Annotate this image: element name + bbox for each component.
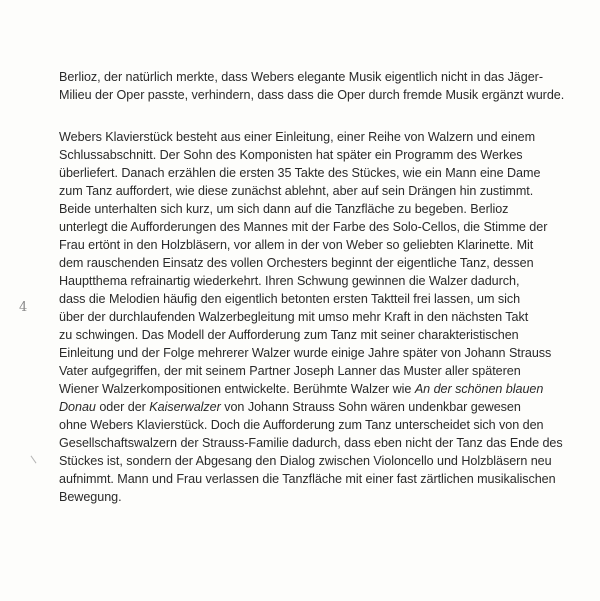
text-line: Schlussabschnitt. Der Sohn des Komponisten hat später ein Programm des Werkes [59, 148, 523, 162]
text-line: zu schwingen. Das Modell der Aufforderung zum Tanz mit seiner charakteristischen [59, 328, 519, 342]
text-line: überliefert. Danach erzählen die ersten 35 Takte des Stückes, wie ein Mann eine Dame [59, 166, 541, 180]
work-title-italic: Donau [59, 400, 96, 414]
text-line: Beide unterhalten sich kurz, um sich dann auf die Tanzfläche zu begeben. Berlioz [59, 202, 509, 216]
text-line: Vater aufgegriffen, der mit seinem Partner Joseph Lanner das Muster aller späteren [59, 364, 521, 378]
text-line-with-title [59, 398, 559, 416]
text-line: Hauptthema refrainartig wiederkehrt. Ihren Schwung gewinnen die Walzer dadurch, [59, 274, 520, 288]
text-line: Frau ertönt in den Holzbläsern, vor allem in der von Weber so geliebten Klarinette. Mit [59, 238, 534, 252]
text-line: zum Tanz auffordert, wie diese zunächst ablehnt, aber auf sein Drängen hin zustimmt. [59, 184, 534, 198]
paragraph-intro [59, 68, 565, 104]
work-title-italic: Kaiserwalzer [149, 400, 221, 414]
text-line-middle: oder der [95, 400, 150, 414]
page-number: 4 [19, 300, 28, 315]
text-line-start: Wiener Walzerkompositionen entwickelte. Berühmte Walzer wie [59, 382, 415, 396]
text-line: aufnimmt. Mann und Frau verlassen die Tanzfläche mit einer fast zärtlichen musikalischen [59, 472, 556, 486]
text-line-with-title [59, 380, 559, 398]
margin-mark [31, 456, 37, 464]
text-line: dem rauschenden Einsatz des vollen Orchesters beginnt der eigentliche Tanz, dessen [59, 256, 534, 270]
text-line: unterlegt die Aufforderungen des Mannes mit der Farbe des Solo-Cellos, die Stimme der [59, 220, 548, 234]
text-line-end: von Johann Strauss Sohn wären undenkbar gewesen [220, 400, 521, 414]
text-line: Einleitung und der Folge mehrerer Walzer wurde einige Jahre später von Johann Strauss [59, 346, 552, 360]
text-line: Gesellschaftswalzern der Strauss-Familie dadurch, dass eben nicht der Tanz das Ende des [59, 436, 563, 450]
text-line: Milieu der Oper passte, verhindern, dass dass die Oper durch fremde Musik ergänzt wurde. [59, 88, 565, 102]
text-line: Berlioz, der natürlich merkte, dass Webers elegante Musik eigentlich nicht in das Jäger- [59, 70, 543, 84]
text-line: Bewegung. [59, 490, 122, 504]
text-line: Stückes ist, sondern der Abgesang den Dialog zwischen Violoncello und Holzbläsern neu [59, 454, 552, 468]
work-title-italic: An der schönen blauen [414, 382, 544, 396]
paragraph-main [59, 128, 563, 506]
text-line: über der durchlaufenden Walzerbegleitung mit umso mehr Kraft in den nächsten Takt [59, 310, 529, 324]
text-line: dass die Melodien häufig den eigentlich betonten ersten Taktteil frei lassen, um sich [59, 292, 521, 306]
text-line: Webers Klavierstück besteht aus einer Einleitung, einer Reihe von Walzern und einem [59, 130, 536, 144]
text-line: ohne Webers Klavierstück. Doch die Aufforderung zum Tanz unterscheidet sich von den [59, 418, 544, 432]
